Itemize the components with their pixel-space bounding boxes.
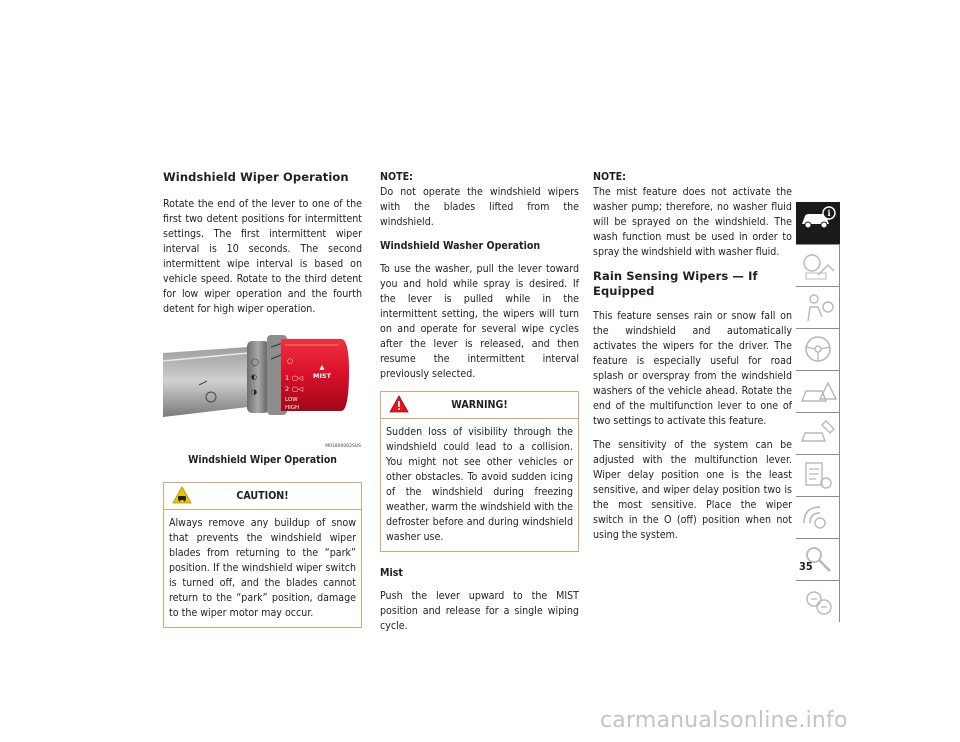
wiper-lever-figure	[163, 331, 362, 449]
lever-label-mist: MIST	[312, 372, 332, 380]
rain-sensing-paragraph-2: The sensitivity of the system can be adjusted with the multifunction lever. Wiper delay position one is the least sensitive, and wiper delay position two is the most sensitive. Place the wiper switch in the O (off) position when not using the system.	[593, 439, 792, 541]
section-heading-mist: Mist	[380, 567, 403, 579]
steering-wheel-icon	[796, 329, 840, 369]
lever-label-2: 2	[285, 385, 290, 393]
tab-driving[interactable]	[796, 328, 840, 370]
note-label: NOTE:	[593, 171, 626, 183]
note-wipers-lifted	[380, 170, 579, 230]
tab-languages[interactable]	[796, 580, 840, 622]
svg-text:▢◁: ▢◁	[292, 385, 304, 393]
svg-text:◯: ◯	[251, 358, 259, 366]
note-label: NOTE:	[380, 171, 413, 183]
car-info-icon	[796, 202, 840, 234]
note-text: Do not operate the windshield wipers with the blades lifted from the windshield.	[380, 186, 579, 228]
page-number: 35	[799, 560, 813, 573]
wiper-lever-illustration	[163, 331, 362, 449]
airbag-safety-icon	[796, 287, 840, 327]
lever-label-high: HIGH	[285, 405, 300, 411]
figure-caption: Windshield Wiper Operation	[188, 454, 337, 466]
tab-emergencies[interactable]	[796, 370, 840, 412]
tab-specifications[interactable]	[796, 454, 840, 496]
tab-dashboard[interactable]	[796, 244, 840, 286]
svg-text:◐: ◐	[251, 373, 258, 381]
multimedia-icon	[796, 497, 840, 537]
svg-text:◑: ◑	[251, 388, 258, 396]
caution-title: CAUTION!	[236, 490, 289, 502]
wiper-operation-paragraph: Rotate the end of the lever to one of the first two detent positions for intermittent settings. The first intermittent wiper interval is 10 seconds. The second intermittent wipe interval is based on vehicle speed. Rotate to the third detent for low wiper operation and the fourth detent for high wiper operation.	[163, 198, 362, 315]
lever-label-1: 1	[285, 374, 290, 382]
watermark: carmanualsonline.info	[600, 708, 848, 733]
section-heading-wiper-operation: Windshield Wiper Operation	[163, 170, 349, 184]
warning-title: WARNING!	[451, 399, 508, 411]
washer-paragraph: To use the washer, pull the lever toward you and hold while spray is desired. If the lever is pulled while in the intermittent setting, the wipers will turn on and operate for several wipe cycles after the lever is released, and then resume the intermittent interval previously selected.	[380, 263, 579, 380]
emergency-icon	[796, 371, 840, 411]
note-text: The mist feature does not activate the washer pump; therefore, no washer fluid will be sprayed on the windshield. The wash function must be used in order to spray the windshield with washer fluid.	[593, 186, 792, 258]
index-search-icon	[796, 539, 840, 579]
svg-text:▲: ▲	[319, 363, 325, 371]
warning-lights-icon	[796, 245, 840, 285]
warning-box	[380, 391, 579, 552]
languages-icon	[796, 581, 840, 621]
figure-code: M01800002SUS	[325, 444, 361, 449]
warning-text: Sudden loss of visibility through the windshield could lead to a collision. You might not see other vehicles or other obstacles. To avoid sudden icing of the windshield during freezing weather, warm the windshield with the defroster before and during windshield washer use.	[386, 426, 573, 543]
tab-safety[interactable]	[796, 286, 840, 328]
lever-label-low: LOW	[285, 397, 298, 403]
note-mist-feature	[593, 170, 792, 260]
caution-text: Always remove any buildup of snow that prevents the windshield wiper blades from returning to the “park” position. If the windshield wiper switch is turned off, and the blades cannot return to the “park” position, damage to the wiper motor may occur.	[169, 517, 356, 619]
column-3	[593, 170, 792, 552]
tab-index[interactable]	[796, 538, 840, 580]
service-maintenance-icon	[796, 413, 840, 453]
tab-multimedia[interactable]	[796, 496, 840, 538]
tab-getting-to-know-vehicle[interactable]	[796, 202, 840, 244]
caution-box	[163, 482, 362, 628]
svg-text:i: i	[827, 208, 831, 218]
warning-header	[381, 392, 578, 419]
rain-sensing-paragraph-1: This feature senses rain or snow fall on the windshield and automatically activates the wipers for the driver. The feature is especially useful for road splash or overspray from the windshield washers of the vehicle ahead. Rotate the end of the multifunction lever to one of two settings to activate this feature.	[593, 310, 792, 427]
column-2	[380, 170, 579, 643]
svg-text:▢◁: ▢◁	[292, 374, 304, 382]
off-position-icon: ○	[287, 357, 294, 365]
section-heading-rain-sensing: Rain Sensing Wipers — If Equipped	[593, 269, 758, 298]
tab-servicing[interactable]	[796, 412, 840, 454]
column-1	[163, 170, 362, 640]
caution-header	[164, 483, 361, 510]
specifications-icon	[796, 455, 840, 495]
section-heading-washer: Windshield Washer Operation	[380, 240, 541, 252]
caution-car-icon	[172, 486, 192, 504]
warning-triangle-icon	[389, 395, 409, 413]
mist-paragraph: Push the lever upward to the MIST position and release for a single wiping cycle.	[380, 590, 579, 632]
